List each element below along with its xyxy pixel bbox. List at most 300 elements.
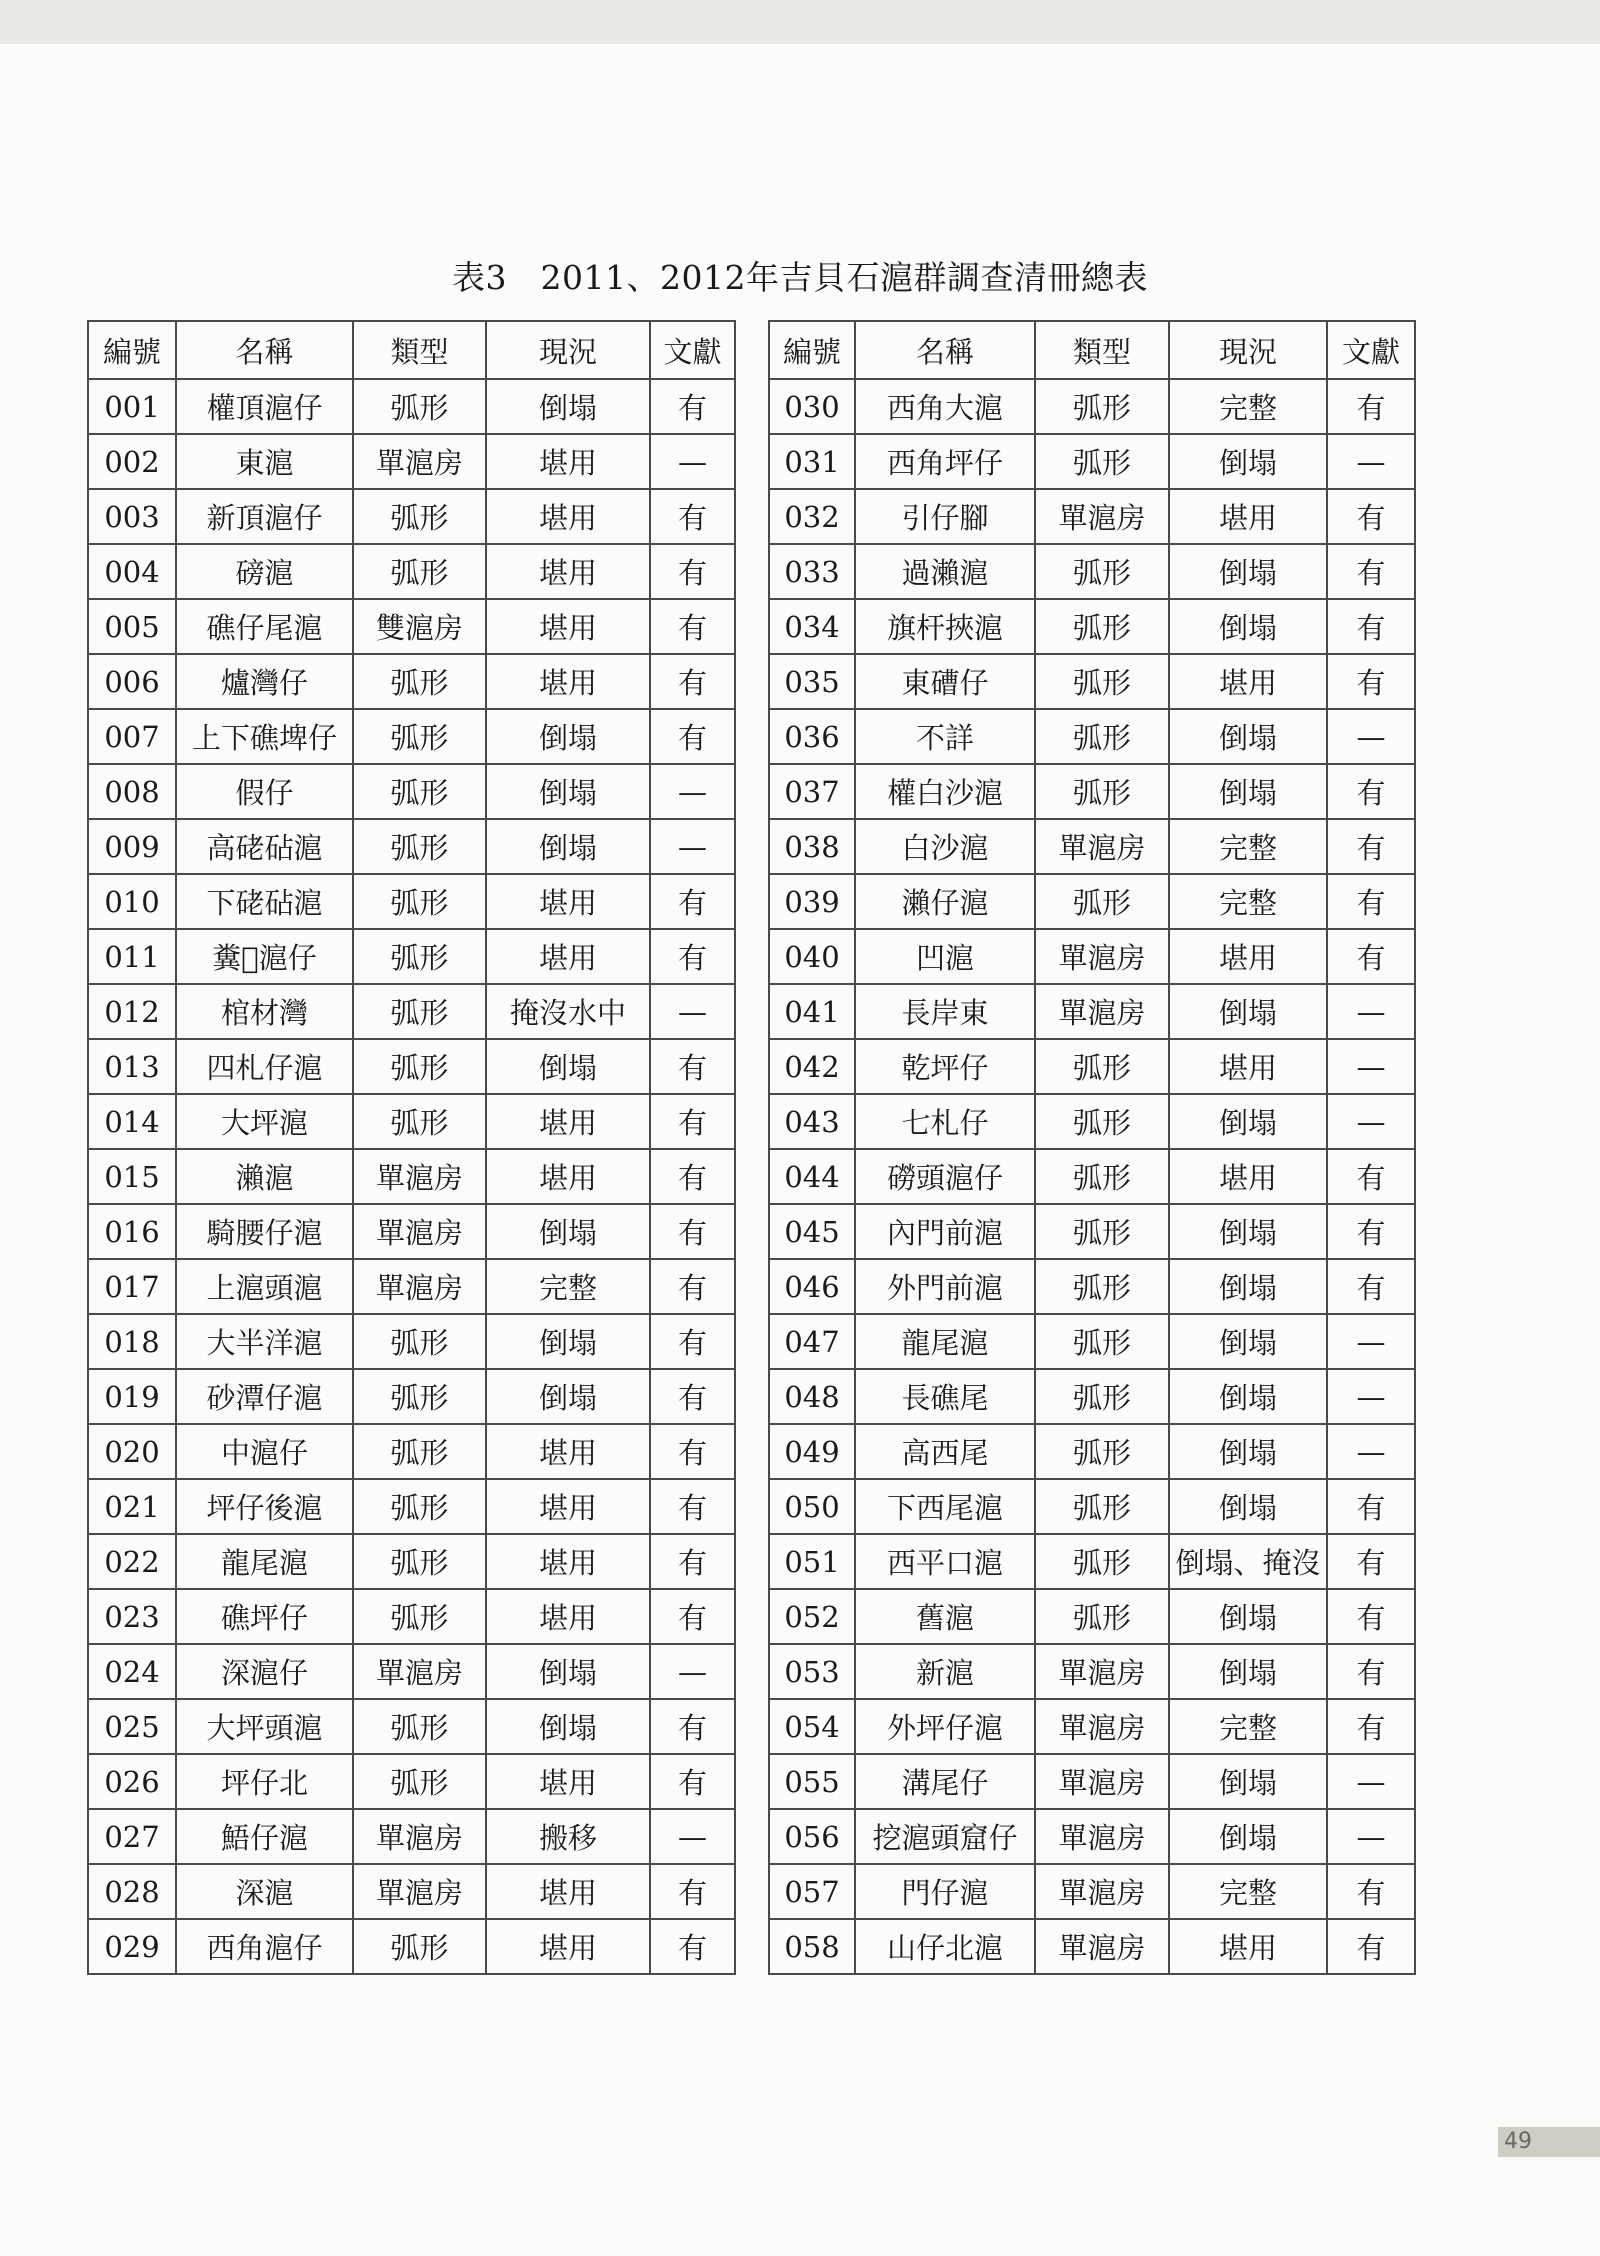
table-row (769, 1809, 1415, 1864)
cell-literature: 有 (650, 1259, 735, 1314)
cell-status: 堪用 (486, 929, 650, 984)
header-type: 類型 (353, 321, 486, 379)
cell-name: 上下礁埤仔 (176, 709, 353, 764)
cell-literature: 有 (1327, 1699, 1415, 1754)
cell-status: 倒塌 (486, 709, 650, 764)
cell-name: 爐灣仔 (176, 654, 353, 709)
cell-id: 030 (769, 379, 855, 434)
cell-literature: 有 (1327, 1149, 1415, 1204)
cell-id: 028 (88, 1864, 176, 1919)
cell-literature: 有 (650, 544, 735, 599)
cell-name: 乾坪仔 (855, 1039, 1035, 1094)
cell-id: 035 (769, 654, 855, 709)
table-row (769, 1039, 1415, 1094)
cell-status: 完整 (1169, 874, 1327, 929)
cell-name: 磅滬 (176, 544, 353, 599)
cell-literature: — (650, 984, 735, 1039)
cell-literature: 有 (1327, 1534, 1415, 1589)
table-row (769, 379, 1415, 434)
cell-type: 弧形 (1035, 1259, 1169, 1314)
cell-type: 弧形 (1035, 1094, 1169, 1149)
table-row (88, 1864, 735, 1919)
cell-status: 堪用 (486, 1754, 650, 1809)
cell-name: 外坪仔滬 (855, 1699, 1035, 1754)
cell-status: 堪用 (1169, 654, 1327, 709)
survey-table-left (87, 320, 736, 1975)
cell-status: 倒塌 (1169, 1644, 1327, 1699)
cell-id: 038 (769, 819, 855, 874)
cell-status: 堪用 (1169, 929, 1327, 984)
table-row (88, 929, 735, 984)
table-row (88, 599, 735, 654)
cell-literature: 有 (650, 929, 735, 984)
cell-name: 高硓砧滬 (176, 819, 353, 874)
cell-status: 倒塌 (486, 1699, 650, 1754)
header-status: 現況 (1169, 321, 1327, 379)
cell-name: 新頂滬仔 (176, 489, 353, 544)
cell-type: 單滬房 (1035, 1699, 1169, 1754)
cell-type: 弧形 (353, 1919, 486, 1974)
cell-name: 棺材灣 (176, 984, 353, 1039)
cell-id: 012 (88, 984, 176, 1039)
cell-name: 四札仔滬 (176, 1039, 353, 1094)
cell-type: 弧形 (353, 1589, 486, 1644)
cell-name: 長岸東 (855, 984, 1035, 1039)
cell-id: 058 (769, 1919, 855, 1974)
cell-id: 049 (769, 1424, 855, 1479)
cell-id: 014 (88, 1094, 176, 1149)
cell-id: 052 (769, 1589, 855, 1644)
table-row (769, 1479, 1415, 1534)
cell-status: 堪用 (486, 1864, 650, 1919)
cell-name: 糞𡋟滬仔 (176, 929, 353, 984)
cell-name: 長礁尾 (855, 1369, 1035, 1424)
table-row (769, 709, 1415, 764)
cell-literature: — (1327, 1369, 1415, 1424)
cell-literature: 有 (650, 1094, 735, 1149)
cell-type: 弧形 (1035, 1204, 1169, 1259)
cell-id: 021 (88, 1479, 176, 1534)
cell-name: 礁坪仔 (176, 1589, 353, 1644)
survey-table-right (768, 320, 1416, 1975)
cell-literature: 有 (1327, 1644, 1415, 1699)
table-row (88, 709, 735, 764)
cell-id: 045 (769, 1204, 855, 1259)
header-name: 名稱 (855, 321, 1035, 379)
cell-id: 024 (88, 1644, 176, 1699)
cell-status: 堪用 (486, 1424, 650, 1479)
cell-name: 旗杆挾滬 (855, 599, 1035, 654)
cell-type: 單滬房 (353, 1204, 486, 1259)
cell-name: 內門前滬 (855, 1204, 1035, 1259)
cell-name: 山仔北滬 (855, 1919, 1035, 1974)
cell-id: 015 (88, 1149, 176, 1204)
cell-id: 005 (88, 599, 176, 654)
cell-literature: 有 (650, 1699, 735, 1754)
table-row (88, 1919, 735, 1974)
cell-name: 中滬仔 (176, 1424, 353, 1479)
cell-literature: 有 (650, 1589, 735, 1644)
table-row (769, 874, 1415, 929)
cell-status: 倒塌 (1169, 709, 1327, 764)
cell-literature: 有 (650, 1149, 735, 1204)
cell-id: 040 (769, 929, 855, 984)
cell-type: 弧形 (353, 1094, 486, 1149)
cell-name: 深滬仔 (176, 1644, 353, 1699)
cell-type: 弧形 (1035, 1314, 1169, 1369)
cell-id: 022 (88, 1534, 176, 1589)
cell-id: 037 (769, 764, 855, 819)
table-row (769, 764, 1415, 819)
cell-id: 027 (88, 1809, 176, 1864)
cell-status: 倒塌 (1169, 1589, 1327, 1644)
cell-type: 弧形 (1035, 1479, 1169, 1534)
cell-literature: 有 (1327, 764, 1415, 819)
cell-literature: 有 (650, 599, 735, 654)
cell-literature: 有 (650, 874, 735, 929)
cell-literature: 有 (1327, 1589, 1415, 1644)
cell-literature: 有 (650, 1039, 735, 1094)
cell-literature: 有 (650, 1204, 735, 1259)
cell-status: 倒塌 (1169, 1479, 1327, 1534)
cell-literature: 有 (650, 1754, 735, 1809)
cell-type: 弧形 (1035, 434, 1169, 489)
table-row (769, 1424, 1415, 1479)
cell-status: 堪用 (1169, 489, 1327, 544)
cell-name: 權白沙滬 (855, 764, 1035, 819)
cell-type: 弧形 (1035, 1424, 1169, 1479)
cell-type: 弧形 (353, 544, 486, 599)
cell-name: 門仔滬 (855, 1864, 1035, 1919)
cell-type: 單滬房 (353, 1864, 486, 1919)
table-row (88, 544, 735, 599)
cell-type: 弧形 (353, 819, 486, 874)
cell-type: 弧形 (353, 654, 486, 709)
cell-id: 019 (88, 1369, 176, 1424)
cell-type: 弧形 (353, 709, 486, 764)
cell-id: 017 (88, 1259, 176, 1314)
cell-status: 倒塌 (486, 819, 650, 874)
cell-type: 弧形 (1035, 1369, 1169, 1424)
cell-status: 掩沒水中 (486, 984, 650, 1039)
cell-name: 東滬 (176, 434, 353, 489)
table-row (769, 1149, 1415, 1204)
cell-name: 七札仔 (855, 1094, 1035, 1149)
cell-type: 單滬房 (353, 1644, 486, 1699)
cell-id: 003 (88, 489, 176, 544)
cell-status: 完整 (486, 1259, 650, 1314)
cell-name: 西平口滬 (855, 1534, 1035, 1589)
cell-id: 041 (769, 984, 855, 1039)
cell-id: 008 (88, 764, 176, 819)
cell-id: 046 (769, 1259, 855, 1314)
cell-type: 弧形 (353, 1754, 486, 1809)
table-row (88, 1204, 735, 1259)
table-row (769, 1369, 1415, 1424)
table-row (88, 1424, 735, 1479)
cell-status: 倒塌 (486, 1644, 650, 1699)
cell-status: 倒塌 (1169, 1369, 1327, 1424)
table-body-right (769, 379, 1415, 1974)
cell-id: 055 (769, 1754, 855, 1809)
cell-status: 倒塌 (1169, 1204, 1327, 1259)
cell-literature: — (1327, 1314, 1415, 1369)
cell-type: 弧形 (1035, 709, 1169, 764)
cell-literature: 有 (650, 379, 735, 434)
cell-name: 大半洋滬 (176, 1314, 353, 1369)
table-row (88, 874, 735, 929)
cell-status: 堪用 (1169, 1039, 1327, 1094)
cell-status: 倒塌 (1169, 1314, 1327, 1369)
cell-status: 倒塌 (486, 379, 650, 434)
cell-type: 弧形 (353, 1314, 486, 1369)
table-row (769, 1699, 1415, 1754)
cell-literature: 有 (650, 1479, 735, 1534)
cell-name: 外門前滬 (855, 1259, 1035, 1314)
cell-type: 弧形 (1035, 654, 1169, 709)
table-row (88, 1589, 735, 1644)
cell-type: 弧形 (353, 379, 486, 434)
table-header-row (88, 321, 735, 379)
cell-literature: — (1327, 1094, 1415, 1149)
table-row (769, 544, 1415, 599)
cell-name: 砂潭仔滬 (176, 1369, 353, 1424)
cell-type: 單滬房 (353, 1809, 486, 1864)
cell-name: 騎腰仔滬 (176, 1204, 353, 1259)
table-row (88, 489, 735, 544)
cell-status: 堪用 (486, 654, 650, 709)
cell-type: 單滬房 (1035, 1809, 1169, 1864)
cell-literature: — (1327, 1754, 1415, 1809)
table-row (88, 1314, 735, 1369)
cell-status: 倒塌 (1169, 544, 1327, 599)
cell-status: 倒塌 (1169, 764, 1327, 819)
cell-type: 弧形 (353, 929, 486, 984)
cell-status: 倒塌 (1169, 1094, 1327, 1149)
table-row (88, 1754, 735, 1809)
cell-type: 弧形 (353, 489, 486, 544)
cell-status: 倒塌 (1169, 1259, 1327, 1314)
cell-status: 完整 (1169, 819, 1327, 874)
table-row (769, 1754, 1415, 1809)
cell-type: 弧形 (1035, 1589, 1169, 1644)
cell-status: 倒塌 (486, 1204, 650, 1259)
table-row (769, 1094, 1415, 1149)
cell-literature: 有 (1327, 819, 1415, 874)
cell-type: 弧形 (1035, 544, 1169, 599)
cell-name: 西角大滬 (855, 379, 1035, 434)
cell-literature: 有 (1327, 874, 1415, 929)
cell-name: 西角滬仔 (176, 1919, 353, 1974)
cell-status: 堪用 (486, 434, 650, 489)
cell-literature: 有 (1327, 929, 1415, 984)
header-type: 類型 (1035, 321, 1169, 379)
cell-literature: 有 (1327, 1479, 1415, 1534)
cell-type: 單滬房 (1035, 1864, 1169, 1919)
cell-type: 單滬房 (1035, 984, 1169, 1039)
table-row (769, 1314, 1415, 1369)
cell-status: 堪用 (486, 1479, 650, 1534)
table-row (769, 1644, 1415, 1699)
cell-status: 堪用 (1169, 1919, 1327, 1974)
cell-name: 西角坪仔 (855, 434, 1035, 489)
cell-status: 堪用 (486, 1919, 650, 1974)
cell-status: 倒塌 (1169, 599, 1327, 654)
cell-type: 單滬房 (353, 1149, 486, 1204)
cell-id: 054 (769, 1699, 855, 1754)
cell-status: 堪用 (486, 1589, 650, 1644)
cell-name: 白沙滬 (855, 819, 1035, 874)
table-row (88, 1534, 735, 1589)
cell-id: 016 (88, 1204, 176, 1259)
header-name: 名稱 (176, 321, 353, 379)
cell-id: 050 (769, 1479, 855, 1534)
cell-name: 舊滬 (855, 1589, 1035, 1644)
cell-status: 倒塌 (1169, 984, 1327, 1039)
cell-id: 009 (88, 819, 176, 874)
cell-status: 完整 (1169, 1864, 1327, 1919)
cell-literature: 有 (1327, 379, 1415, 434)
cell-type: 單滬房 (1035, 819, 1169, 874)
table-row (88, 1039, 735, 1094)
cell-status: 堪用 (486, 599, 650, 654)
cell-type: 單滬房 (353, 434, 486, 489)
cell-type: 弧形 (1035, 599, 1169, 654)
cell-name: 引仔腳 (855, 489, 1035, 544)
cell-type: 弧形 (353, 984, 486, 1039)
cell-literature: 有 (1327, 489, 1415, 544)
cell-type: 弧形 (1035, 764, 1169, 819)
cell-id: 057 (769, 1864, 855, 1919)
cell-type: 弧形 (1035, 1534, 1169, 1589)
cell-name: 新滬 (855, 1644, 1035, 1699)
cell-id: 031 (769, 434, 855, 489)
cell-literature: 有 (1327, 544, 1415, 599)
table-row (88, 1699, 735, 1754)
cell-literature: — (650, 764, 735, 819)
cell-type: 弧形 (1035, 874, 1169, 929)
table-body-left (88, 379, 735, 1974)
cell-id: 023 (88, 1589, 176, 1644)
table-row (88, 1479, 735, 1534)
cell-name: 假仔 (176, 764, 353, 819)
cell-literature: 有 (650, 1534, 735, 1589)
cell-type: 弧形 (353, 1479, 486, 1534)
cell-id: 053 (769, 1644, 855, 1699)
cell-type: 弧形 (353, 1424, 486, 1479)
header-literature: 文獻 (1327, 321, 1415, 379)
table-row (88, 434, 735, 489)
cell-type: 弧形 (1035, 379, 1169, 434)
cell-status: 堪用 (486, 1534, 650, 1589)
cell-status: 倒塌 (1169, 434, 1327, 489)
cell-id: 001 (88, 379, 176, 434)
cell-name: 過瀨滬 (855, 544, 1035, 599)
cell-id: 007 (88, 709, 176, 764)
cell-id: 026 (88, 1754, 176, 1809)
cell-type: 弧形 (353, 874, 486, 929)
cell-name: 瀨滬 (176, 1149, 353, 1204)
cell-type: 單滬房 (1035, 1919, 1169, 1974)
cell-type: 單滬房 (1035, 1644, 1169, 1699)
cell-id: 036 (769, 709, 855, 764)
cell-type: 單滬房 (1035, 489, 1169, 544)
table-row (769, 1204, 1415, 1259)
cell-literature: — (1327, 984, 1415, 1039)
cell-type: 單滬房 (1035, 929, 1169, 984)
cell-id: 004 (88, 544, 176, 599)
cell-id: 020 (88, 1424, 176, 1479)
table-row (88, 1644, 735, 1699)
page-number: 49 (1498, 2127, 1600, 2157)
cell-type: 弧形 (1035, 1149, 1169, 1204)
cell-type: 弧形 (353, 1039, 486, 1094)
table-row (769, 1259, 1415, 1314)
cell-status: 倒塌 (486, 1314, 650, 1369)
header-literature: 文獻 (650, 321, 735, 379)
cell-status: 倒塌 (486, 764, 650, 819)
cell-literature: 有 (1327, 599, 1415, 654)
cell-type: 雙滬房 (353, 599, 486, 654)
cell-id: 043 (769, 1094, 855, 1149)
cell-literature: 有 (650, 1369, 735, 1424)
cell-id: 051 (769, 1534, 855, 1589)
table-row (769, 434, 1415, 489)
cell-literature: — (1327, 1809, 1415, 1864)
cell-name: 坪仔北 (176, 1754, 353, 1809)
cell-status: 倒塌 (1169, 1754, 1327, 1809)
table-row (88, 819, 735, 874)
cell-id: 002 (88, 434, 176, 489)
cell-name: 鯃仔滬 (176, 1809, 353, 1864)
cell-literature: 有 (650, 1864, 735, 1919)
cell-literature: 有 (1327, 1204, 1415, 1259)
cell-name: 高西尾 (855, 1424, 1035, 1479)
cell-id: 018 (88, 1314, 176, 1369)
cell-name: 大坪滬 (176, 1094, 353, 1149)
cell-status: 堪用 (486, 1094, 650, 1149)
cell-status: 倒塌 (486, 1039, 650, 1094)
cell-status: 完整 (1169, 1699, 1327, 1754)
cell-id: 032 (769, 489, 855, 544)
cell-name: 龍尾滬 (855, 1314, 1035, 1369)
table-row (769, 929, 1415, 984)
cell-literature: 有 (1327, 1864, 1415, 1919)
header-id: 編號 (88, 321, 176, 379)
cell-name: 瀨仔滬 (855, 874, 1035, 929)
cell-id: 044 (769, 1149, 855, 1204)
cell-id: 042 (769, 1039, 855, 1094)
table-row (88, 984, 735, 1039)
cell-id: 039 (769, 874, 855, 929)
table-title: 表3 2011、2012年吉貝石滬群調查清冊總表 (452, 258, 1148, 297)
table-row (88, 1809, 735, 1864)
table-row (769, 489, 1415, 544)
cell-status: 倒塌、掩沒 (1169, 1534, 1327, 1589)
table-row (769, 654, 1415, 709)
cell-literature: 有 (650, 709, 735, 764)
cell-name: 東𥕢仔 (855, 654, 1035, 709)
cell-status: 倒塌 (1169, 1424, 1327, 1479)
cell-id: 034 (769, 599, 855, 654)
table-row (88, 1259, 735, 1314)
cell-name: 溝尾仔 (855, 1754, 1035, 1809)
cell-name: 礁仔尾滬 (176, 599, 353, 654)
table-row (769, 1864, 1415, 1919)
cell-type: 弧形 (353, 1369, 486, 1424)
cell-status: 搬移 (486, 1809, 650, 1864)
cell-id: 033 (769, 544, 855, 599)
